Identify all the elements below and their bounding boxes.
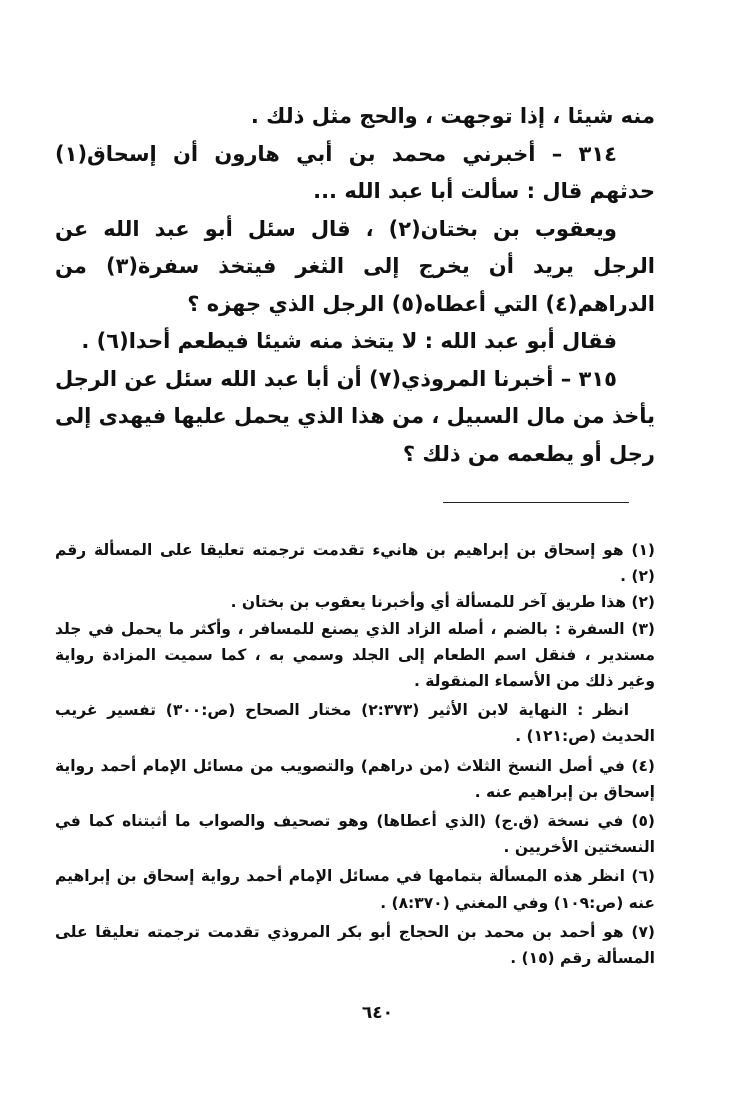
footnote-4: (٤) في أصل النسخ الثلاث (من دراهم) والتصويب من مسائل الإمام أحمد رواية إسحاق بن إبراهيم عنه . — [55, 756, 655, 801]
paragraph-314: ٣١٤ – أخبرني محمد بن أبي هارون أن إسحاق(١) حدثهم قال : سألت أبا عبد الله ... — [55, 141, 655, 203]
footnote-7: (٧) هو أحمد بن محمد بن الحجاج أبو بكر المروذي تقدمت ترجمته تعليقا على المسألة رقم (١٥) . — [55, 922, 655, 968]
paragraph-314-answer: فقال أبو عبد الله : لا يتخذ منه شيئا فيطعم أحدا(٦) . — [81, 329, 617, 353]
footnote-1: (١) هو إسحاق بن إبراهيم بن هانيء تقدمت ترجمته تعليقا على المسألة رقم (٢) . — [55, 541, 655, 586]
footnote-3-reference: انظر : النهاية لابن الأثير (٢:٣٧٣) مختار الصحاح (ص:٣٠٠) تفسير غريب الحديث (ص:١٢١) . — [55, 701, 655, 746]
footnote-divider — [443, 502, 629, 503]
main-text — [55, 98, 655, 473]
text-line-continuation: منه شيئا ، إذا توجهت ، والحج مثل ذلك . — [250, 104, 655, 128]
page-number: ٦٤٠ — [361, 1003, 394, 1023]
footnote-2: (٢) هذا طريق آخر للمسألة أي وأخبرنا يعقوب بن بختان . — [230, 593, 655, 612]
footnote-3: (٣) السفرة : بالضم ، أصله الزاد الذي يصنع للمسافر ، وأكثر ما يحمل في جلد مستدير ، فنقل اسم الطعام إلى الجلد وسمي به ، كما سميت المزادة رواية وغير ذلك من الأسماء المنقولة . — [55, 619, 655, 691]
footnotes — [55, 537, 655, 971]
footnote-5: (٥) في نسخة (ق.ج) (الذي أعطاها) وهو تصحيف والصواب ما أثبتناه كما في النسختين الأخريين . — [55, 812, 655, 857]
footnote-6: (٦) انظر هذه المسألة بتمامها في مسائل الإمام أحمد رواية إسحاق بن إبراهيم عنه (ص:١٠٩) وفي المغني (٨:٣٧٠) . — [55, 867, 655, 912]
paragraph-314-yaqub: ويعقوب بن بختان(٢) ، قال سئل أبو عبد الله عن الرجل يريد أن يخرج إلى الثغر فيتخذ سفرة(٣) من الدراهم(٤) التي أعطاه(٥) الرجل الذي جهزه ؟ — [55, 216, 655, 316]
paragraph-315: ٣١٥ – أخبرنا المروذي(٧) أن أبا عبد الله سئل عن الرجل يأخذ من مال السبيل ، من هذا الذي يحمل عليها فيهدى إلى رجل أو يطعمه من ذلك ؟ — [54, 366, 655, 466]
